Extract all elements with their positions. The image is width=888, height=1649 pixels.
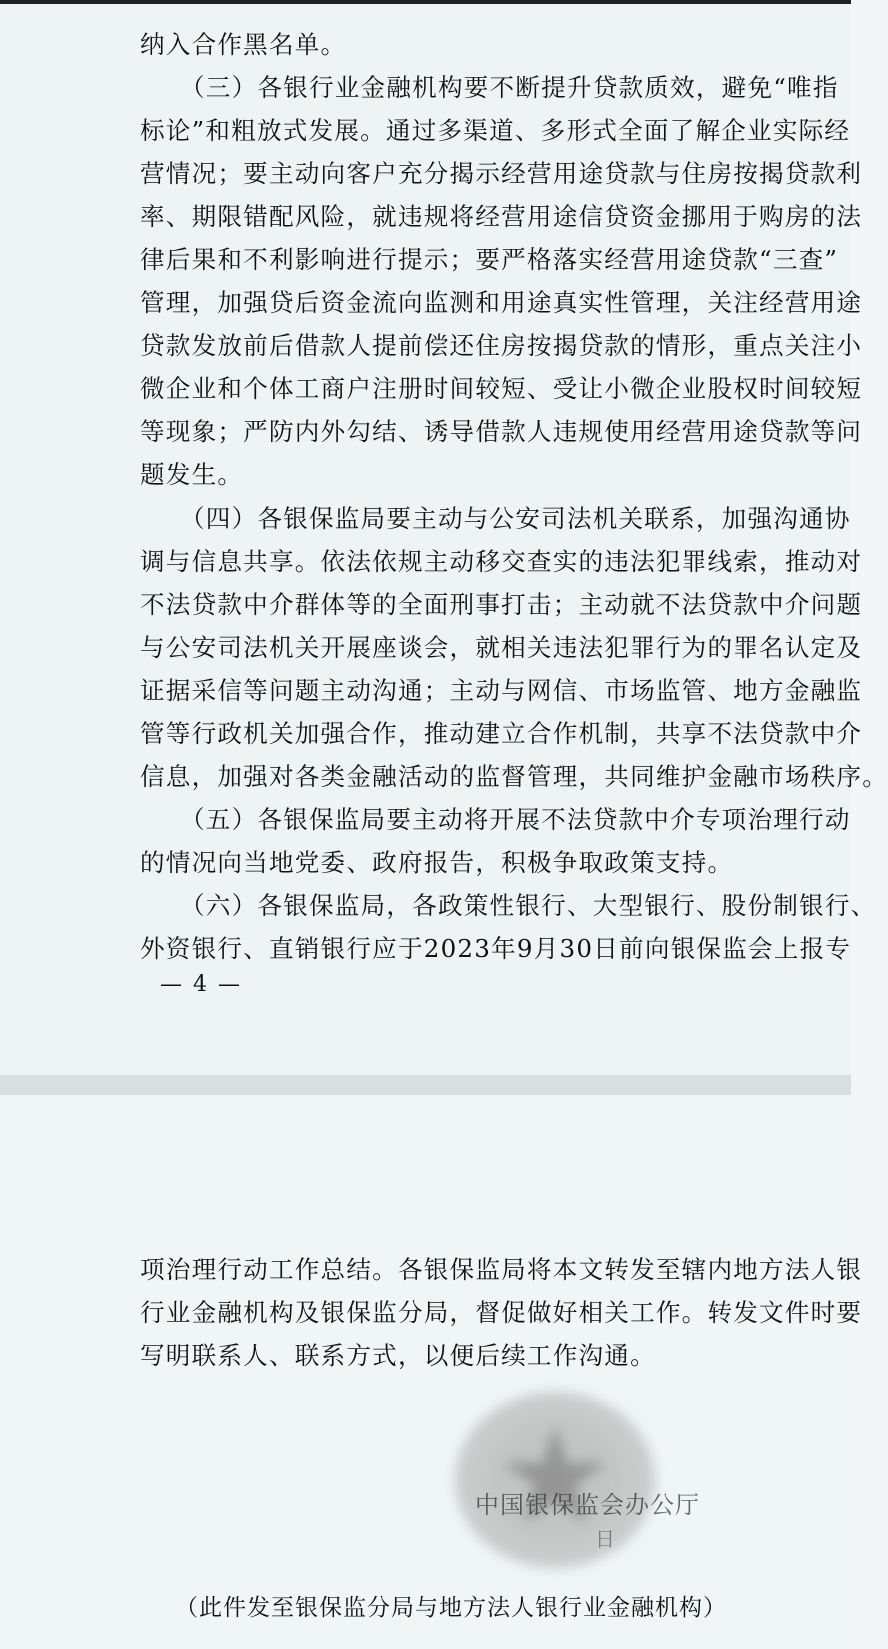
body-line: 的情况向当地党委、政府报告，积极争取政策支持。 bbox=[140, 848, 734, 877]
seal-graphic bbox=[445, 1385, 665, 1575]
body-line: 等现象；严防内外勾结、诱导借款人违规使用经营用途贷款等问 bbox=[140, 417, 863, 446]
body-line: 证据采信等问题主动沟通；主动与网信、市场监管、地方金融监 bbox=[140, 676, 863, 705]
body-line: 信息，加强对各类金融活动的监督管理，共同维护金融市场秩序。 bbox=[140, 762, 888, 791]
body-line: 不法贷款中介群体等的全面刑事打击；主动就不法贷款中介问题 bbox=[140, 590, 863, 619]
official-seal bbox=[445, 1385, 665, 1575]
body-line: 率、期限错配风险，就违规将经营用途信贷资金挪用于购房的法 bbox=[140, 202, 863, 231]
body-line: 行业金融机构及银保监分局，督促做好相关工作。转发文件时要 bbox=[140, 1298, 863, 1327]
body-line: 外资银行、直销银行应于2023年9月30日前向银保监会上报专 bbox=[140, 934, 852, 963]
body-line: 管等行政机关加强合作，推动建立合作机制，共享不法贷款中介 bbox=[140, 719, 863, 748]
distribution-note: （此件发至银保监分局与地方法人银行业金融机构） bbox=[175, 1595, 727, 1621]
body-line: （五）各银保监局要主动将开展不法贷款中介专项治理行动 bbox=[180, 805, 851, 834]
body-line: （三）各银行业金融机构要不断提升贷款质效，避免“唯指 bbox=[180, 73, 839, 102]
body-line: 纳入合作黑名单。 bbox=[140, 30, 347, 59]
body-line: 微企业和个体工商户注册时间较短、受让小微企业股权时间较短 bbox=[140, 374, 863, 403]
body-line: 调与信息共享。依法依规主动移交查实的违法犯罪线索，推动对 bbox=[140, 547, 863, 576]
seal-organization-text: 中国银保监会办公厅 bbox=[475, 1491, 700, 1519]
body-line: （六）各银保监局，各政策性银行、大型银行、股份制银行、 bbox=[180, 891, 877, 920]
body-line: 管理，加强贷后资金流向监测和用途真实性管理，关注经营用途 bbox=[140, 288, 863, 317]
body-line: 与公安司法机关开展座谈会，就相关违法犯罪行为的罪名认定及 bbox=[140, 633, 863, 662]
seal-date-text: 日 bbox=[595, 1527, 615, 1551]
body-line: 营情况；要主动向客户充分揭示经营用途贷款与住房按揭贷款利 bbox=[140, 159, 863, 188]
body-line: 写明联系人、联系方式，以便后续工作沟通。 bbox=[140, 1341, 656, 1370]
body-line: 标论”和粗放式发展。通过多渠道、多形式全面了解企业实际经 bbox=[140, 116, 851, 145]
body-line: （四）各银保监局要主动与公安司法机关联系，加强沟通协 bbox=[180, 504, 851, 533]
body-line: 题发生。 bbox=[140, 460, 244, 489]
body-line: 项治理行动工作总结。各银保监局将本文转发至辖内地方法人银 bbox=[140, 1255, 863, 1284]
body-line: 律后果和不利影响进行提示；要严格落实经营用途贷款“三查” bbox=[140, 245, 839, 274]
page-number: — 4 — bbox=[160, 972, 242, 997]
page-gap bbox=[0, 1075, 851, 1095]
body-line: 贷款发放前后借款人提前偿还住房按揭贷款的情形，重点关注小 bbox=[140, 331, 863, 360]
